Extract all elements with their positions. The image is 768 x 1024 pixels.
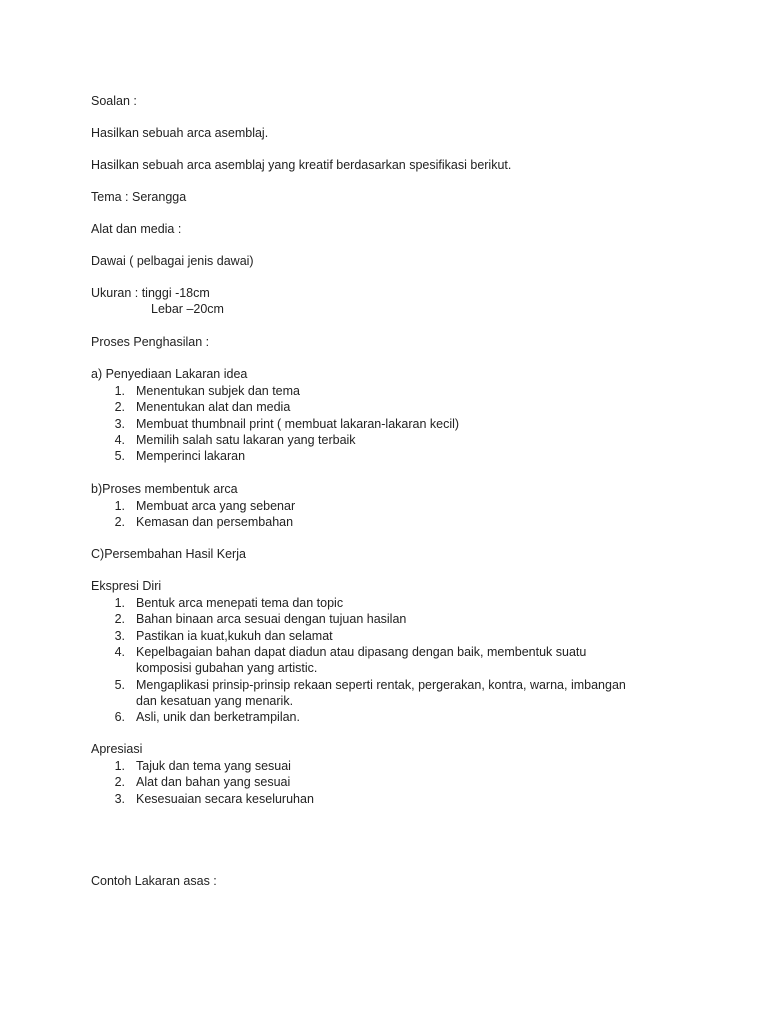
list-item-number: 1. [114,384,125,398]
list-item: Tajuk dan tema yang sesuai [136,759,291,773]
ekspresi-title: Ekspresi Diri [91,579,162,593]
list-item-number: 1. [114,596,125,610]
list-item: Memperinci lakaran [136,449,246,464]
list-item: Alat dan bahan yang sesuai [136,775,291,790]
list-item: Menentukan alat dan media [136,400,291,415]
question-line-1: Hasilkan sebuah arca asemblaj. [91,126,269,140]
list-item-number: 2. [114,612,125,627]
list-item-number: 3. [114,416,125,431]
tema-line: Tema : Serangga [91,190,187,204]
list-item-number: 3. [114,791,125,806]
list-item-number: 1. [114,759,125,773]
apresiasi-title: Apresiasi [91,742,143,756]
question-line-2: Hasilkan sebuah arca asemblaj yang kreatif berdasarkan spesifikasi berikut. [91,158,512,172]
ukuran-line: Ukuran : tinggi -18cm [91,286,210,300]
list-item-continuation: dan kesatuan yang menarik. [136,693,294,708]
proses-heading: Proses Penghasilan : [91,335,210,349]
list-item-number: 4. [114,644,125,659]
list-item: Kesesuaian secara keseluruhan [136,791,314,806]
contoh-heading: Contoh Lakaran asas : [91,874,217,888]
list-item: Membuat arca yang sebenar [136,499,296,513]
list-item-number: 3. [114,628,125,643]
section-a-title: a) Penyediaan Lakaran idea [91,367,248,381]
list-item: Pastikan ia kuat,kukuh dan selamat [136,628,333,643]
list-item-number: 2. [114,400,125,415]
section-c-title: C)Persembahan Hasil Kerja [91,547,246,561]
list-item-number: 2. [114,515,125,530]
list-item: Membuat thumbnail print ( membuat lakaran-lakaran kecil) [136,416,460,431]
dawai-line: Dawai ( pelbagai jenis dawai) [91,254,254,268]
list-item-number: 5. [114,677,125,692]
list-item-continuation: komposisi gubahan yang artistic. [136,661,318,676]
list-item: Bahan binaan arca sesuai dengan tujuan hasilan [136,612,407,627]
list-item: Kemasan dan persembahan [136,515,294,530]
alat-media-heading: Alat dan media : [91,222,182,236]
list-item-number: 2. [114,775,125,790]
section-b-title: b)Proses membentuk arca [91,482,238,496]
list-item-number: 1. [114,499,125,513]
list-item-number: 6. [114,710,125,725]
list-item: Kepelbagaian bahan dapat diadun atau dipasang dengan baik, membentuk suatu [136,644,587,659]
lebar-line: Lebar –20cm [151,302,224,316]
soalan-heading: Soalan : [91,94,137,108]
list-item: Menentukan subjek dan tema [136,384,300,398]
list-item: Mengaplikasi prinsip-prinsip rekaan seperti rentak, pergerakan, kontra, warna, imbangan [136,677,626,692]
list-item: Bentuk arca menepati tema dan topic [136,596,344,610]
list-item: Memilih salah satu lakaran yang terbaik [136,432,356,447]
list-item-number: 4. [114,432,125,447]
list-item-number: 5. [114,449,125,464]
list-item: Asli, unik dan berketrampilan. [136,710,300,725]
